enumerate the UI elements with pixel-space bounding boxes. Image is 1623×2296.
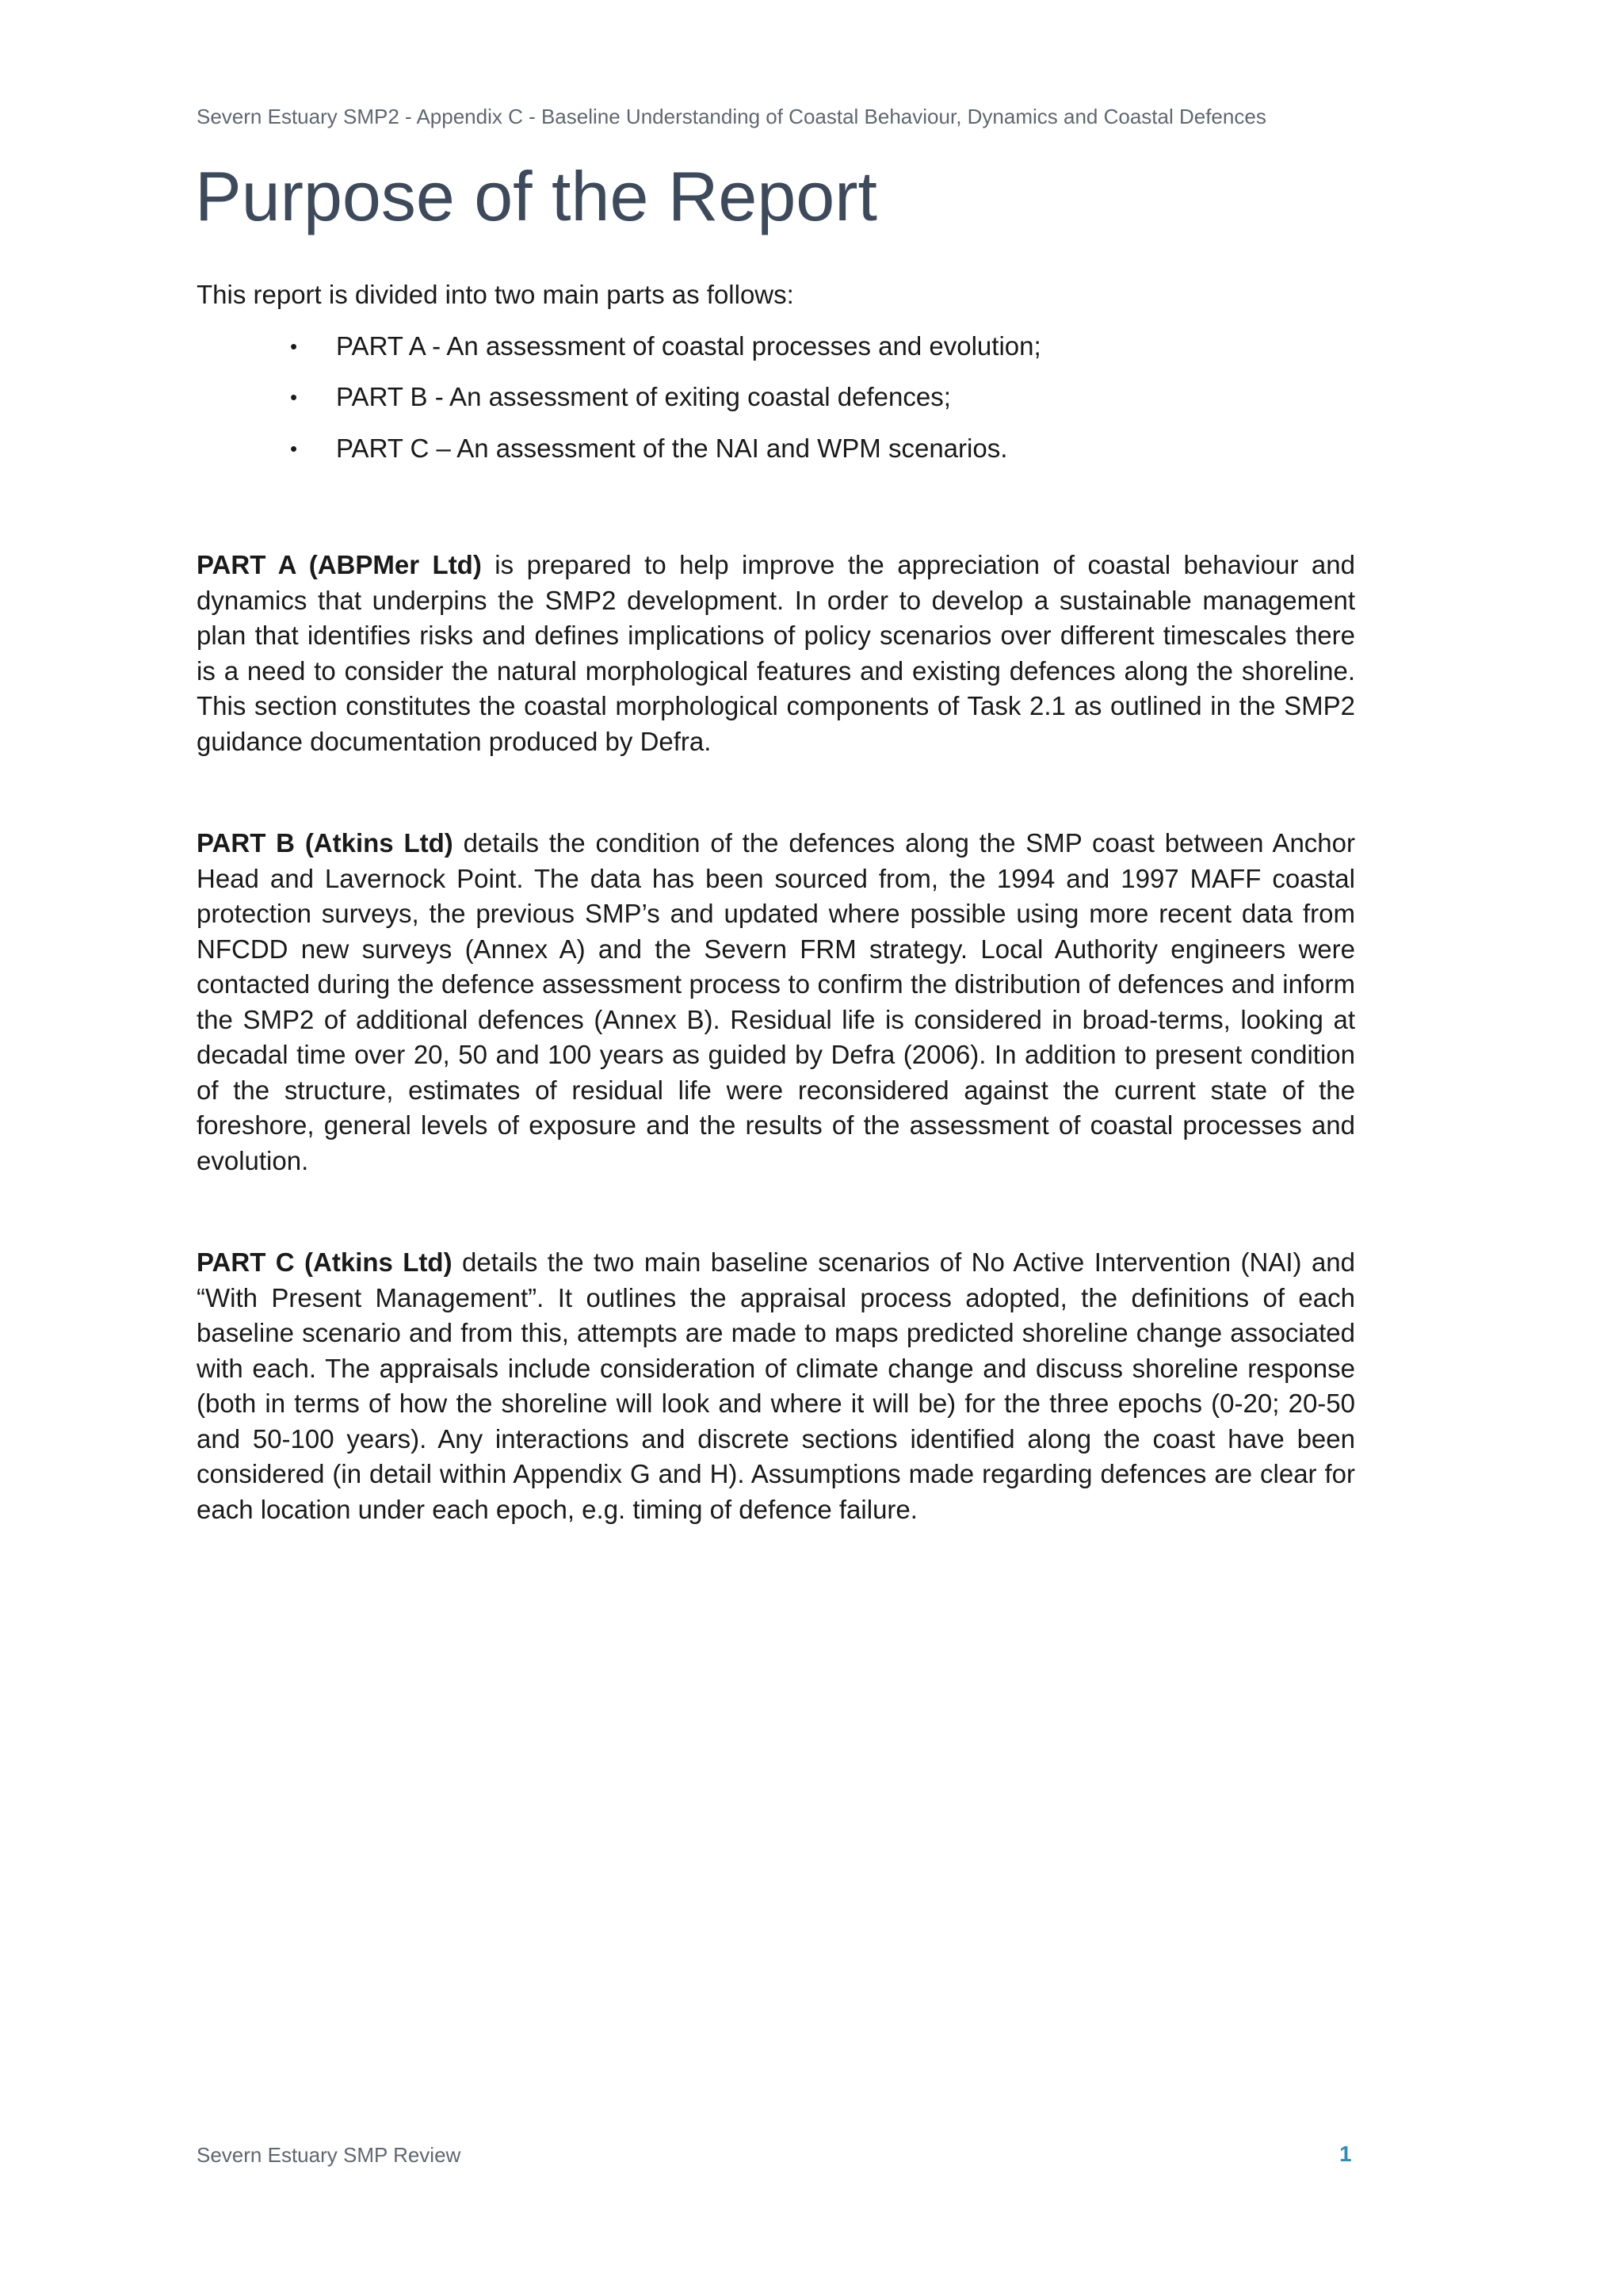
- page-title: Purpose of the Report: [195, 157, 877, 235]
- list-item: [197, 380, 1355, 431]
- part-a-text: is prepared to help improve the appreciation of coastal behaviour and dynamics that underpins the SMP2 development. In order to develop a sustainable management plan that identifies risks and defines implications of policy scenarios over different timescales there is a need to consider the natural morphological features and existing defences along the shoreline. This section constitutes the coastal morphological components of Task 2.1 as outlined in the SMP2 guidance documentation produced by Defra.: [197, 550, 1355, 756]
- bullet-icon: •: [290, 334, 298, 358]
- part-b-lead: PART B (Atkins Ltd): [197, 828, 453, 858]
- page-number: 1: [1339, 2141, 1352, 2166]
- part-c-lead: PART C (Atkins Ltd): [197, 1247, 453, 1277]
- part-c-paragraph: [197, 1245, 1355, 1527]
- report-body: [197, 277, 1355, 1527]
- list-item: [197, 431, 1355, 483]
- parts-list: [197, 329, 1355, 483]
- list-item: [197, 329, 1355, 380]
- intro-text: This report is divided into two main parts as follows:: [197, 280, 794, 309]
- part-c-text: details the two main baseline scenarios of No Active Intervention (NAI) and “With Present Management”. It outlines the appraisal process adopted, the definitions of each baseline scenario and from this, attempts are made to maps predicted shoreline change associated with each. The appraisals include consideration of climate change and discuss shoreline response (both in terms of how the shoreline will look and where it will be) for the three epochs (0-20; 20-50 and 50-100 years). Any interactions and discrete sections identified along the coast have been considered (in detail within Appendix G and H). Assumptions made regarding defences are clear for each location under each epoch, e.g. timing of defence failure.: [197, 1247, 1355, 1524]
- bullet-icon: •: [290, 436, 298, 460]
- part-a-paragraph: [197, 548, 1355, 759]
- bullet-icon: •: [290, 385, 298, 409]
- part-b-paragraph: [197, 826, 1355, 1179]
- list-item-text: PART C – An assessment of the NAI and WPM scenarios.: [336, 433, 1008, 463]
- footer-title: Severn Estuary SMP Review: [197, 2143, 461, 2167]
- part-a-lead: PART A (ABPMer Ltd): [197, 550, 482, 579]
- part-b-text: details the condition of the defences along the SMP coast between Anchor Head and Lavernock Point. The data has been sourced from, the 1994 and 1997 MAFF coastal protection surveys, the previous SMP’s and updated where possible using more recent data from NFCDD new surveys (Annex A) and the Severn FRM strategy. Local Authority engineers were contacted during the defence assessment process to confirm the distribution of defences and inform the SMP2 of additional defences (Annex B). Residual life is considered in broad-terms, looking at decadal time over 20, 50 and 100 years as guided by Defra (2006). In addition to present condition of the structure, estimates of residual life were reconsidered against the current state of the foreshore, general levels of exposure and the results of the assessment of coastal processes and evolution.: [197, 828, 1356, 1175]
- list-item-text: PART A - An assessment of coastal processes and evolution;: [336, 330, 1041, 361]
- running-header: Severn Estuary SMP2 - Appendix C - Baseline Understanding of Coastal Behaviour, Dynamics and Coastal Defences: [197, 105, 1266, 128]
- list-item-text: PART B - An assessment of exiting coastal defences;: [336, 382, 951, 411]
